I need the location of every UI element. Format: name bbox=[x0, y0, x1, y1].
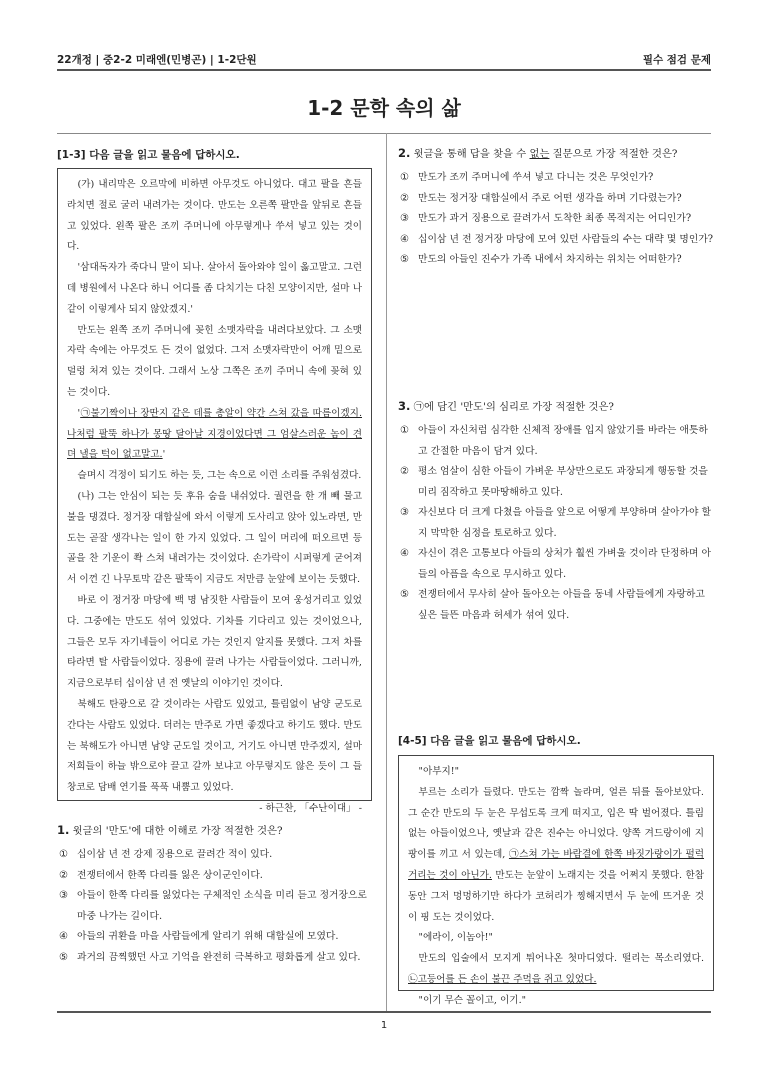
choice-item[interactable] bbox=[57, 948, 375, 969]
title-rule bbox=[57, 133, 711, 134]
passage-paragraph: "에라이, 이놈아!" bbox=[418, 932, 493, 944]
choice-number: ⑤ bbox=[400, 589, 409, 600]
choice-text: 만도가 조끼 주머니에 쑤셔 넣고 다니는 것은 무엇인가? bbox=[418, 172, 654, 183]
passage-paragraph: "아부지!" bbox=[418, 766, 460, 777]
choice-number: ③ bbox=[400, 213, 409, 224]
choice-text: 만도의 아들인 진수가 가족 내에서 차지하는 위치는 어떠한가? bbox=[418, 254, 682, 265]
header-label: 필수 점검 문제 bbox=[642, 54, 711, 66]
choice-item[interactable] bbox=[398, 209, 714, 230]
passage-paragraph: "이기 무슨 꼴이고, 이기." bbox=[418, 994, 527, 1006]
passage-paragraph: '삼대독자가 죽다니 말이 되나. 살아서 돌아와야 일이 옳고말고. 그런데 병원에서 나온다 하니 어디를 좀 다치기는 다친 모양이지만, 설마 나같이 이렇게사 되지 않았겠지.' bbox=[67, 262, 362, 315]
choice-number: ① bbox=[400, 172, 409, 183]
choice-text: 십이삼 년 전 강제 징용으로 끌려간 적이 있다. bbox=[77, 849, 273, 860]
underlined-sentence: 스쳐 가는 바람결에 한쪽 바짓가랑이가 펄럭거리는 것이 아닌가. bbox=[408, 849, 705, 881]
choice-item[interactable] bbox=[398, 168, 714, 189]
question-stem-emphasis: 없는 bbox=[529, 148, 550, 160]
choice-number: ⑤ bbox=[400, 254, 409, 265]
passage-paragraph: (나) 그는 안심이 되는 듯 후유 숨을 내쉬었다. 궐련을 한 개 빼 물고 불을 댕겼다. 정거장 대합실에 와서 이렇게 도사리고 앉아 있노라면, 만도는 곧잘 생각나는 일이 한 가지 있었다. 그 일이 머리에 떠오르면 등골을 찬 기운이 쫙 스쳐 내려가는 것이었다. 손가락이 시퍼렇게 굳어져서 이껀 긴 나무토막 같은 팔뚝이 지금도 저만큼 눈앞에 보이는 듯했다. bbox=[67, 490, 362, 586]
underlined-symbol: ㉡ bbox=[408, 973, 418, 985]
choice-text: 전쟁터에서 한쪽 다리를 잃은 상이군인이다. bbox=[77, 869, 263, 881]
choice-text: 자신보다 더 크게 다쳤을 아들을 앞으로 어떻게 부양하며 살아가야 할지 막막한 심정을 토로하고 있다. bbox=[418, 507, 712, 539]
choice-text: 아들의 귀환을 마을 사람들에게 알리기 위해 대합실에 모였다. bbox=[77, 931, 339, 942]
choice-text: 십이삼 년 전 정거장 마당에 모여 있던 사람들의 수는 대략 몇 명인가? bbox=[418, 233, 714, 245]
choice-item[interactable] bbox=[398, 503, 714, 544]
question-number: 2. bbox=[398, 146, 411, 160]
choice-number: ④ bbox=[400, 548, 409, 559]
choice-number: ④ bbox=[400, 233, 409, 245]
question-stem bbox=[398, 143, 714, 164]
choice-text: 만도는 정거장 대합실에서 주로 어떤 생각을 하며 기다렸는가? bbox=[418, 192, 682, 204]
choice-number: ② bbox=[400, 466, 409, 477]
passage-text: 만도의 입술에서 모지게 튀어나온 첫마디였다. 떨리는 목소리였다. bbox=[418, 953, 704, 965]
choice-item[interactable] bbox=[398, 189, 714, 210]
choice-item[interactable] bbox=[398, 421, 714, 462]
passage-paragraph: 바로 이 정거장 마당에 백 명 남짓한 사람들이 모여 웅성거리고 있었다. 그중에는 만도도 섞여 있었다. 기차를 기다리고 있는 것이었으나, 그들은 모두 자기네들이 어디로 가는 것인지 알지를 못했다. 그저 차를 타라면 탈 사람들이었다. 징용에 끌려 나가는 사람들이었다. 그러니까, 지금으로부터 십이삼 년 전 옛날의 이야기인 것이다. bbox=[67, 594, 362, 690]
choice-number: ⑤ bbox=[59, 951, 68, 963]
choice-text: 아들이 자신처럼 심각한 신체적 장애를 입지 않았기를 바라는 애틋하고 간절한 마음이 담겨 있다. bbox=[418, 425, 708, 457]
question-2 bbox=[398, 143, 714, 271]
section2-heading: [4-5] 다음 글을 읽고 물음에 답하시오. bbox=[398, 735, 581, 747]
choice-item[interactable] bbox=[398, 230, 714, 251]
choice-number: ④ bbox=[59, 931, 68, 942]
page-number: 1 bbox=[380, 1020, 388, 1031]
choice-number: ③ bbox=[400, 507, 409, 518]
question-number: 3. bbox=[398, 399, 411, 413]
passage-paragraph: 슬며시 걱정이 되기도 하는 듯, 그는 속으로 이런 소리를 주워섬겼다. bbox=[77, 470, 362, 482]
choice-text: 과거의 끔찍했던 사고 기억을 완전히 극복하고 평화롭게 살고 있다. bbox=[77, 951, 361, 963]
question-stem-text: 윗글의 '만도'에 대한 이해로 가장 적절한 것은? bbox=[72, 825, 283, 837]
header-rule bbox=[57, 69, 711, 71]
question-stem bbox=[398, 396, 714, 417]
choice-text: 전쟁터에서 무사히 살아 돌아오는 아들을 동네 사람들에게 자랑하고 싶은 들뜬 마음과 허세가 섞여 있다. bbox=[418, 589, 705, 621]
underlined-symbol: ㉠ bbox=[80, 407, 91, 419]
choice-item[interactable] bbox=[57, 866, 375, 887]
choice-item[interactable] bbox=[57, 845, 375, 866]
passage-text: 부르는 소리가 들렸다. 만도는 깜짝 놀라며, 얼른 뒤를 돌아보았다. 그 순간 만도의 두 눈은 무섭도록 크게 떠지고, 입은 딱 벌어졌다. 틀림없는 아들이었으나, 옛날과 같은 진수는 아니었다. 양쪽 겨드랑이에 지팡이를 끼고 서 있는데, bbox=[408, 786, 704, 861]
question-3 bbox=[398, 396, 714, 626]
choice-list bbox=[57, 845, 375, 968]
page-title: 1-2 문학 속의 삶 bbox=[307, 96, 461, 120]
choice-item[interactable] bbox=[398, 462, 714, 503]
footer-rule bbox=[57, 1011, 711, 1013]
choice-text: 아들이 한쪽 다리를 잃었다는 구체적인 소식을 미리 듣고 정거장으로 마중 나가는 길이다. bbox=[77, 890, 367, 922]
question-stem-text: 윗글을 통해 답을 찾을 수 bbox=[413, 148, 530, 160]
choice-list bbox=[398, 421, 714, 626]
question-stem bbox=[57, 820, 375, 841]
choice-text: 자신이 겪은 고통보다 아들의 상처가 훨씬 가벼울 것이라 단정하며 아들의 아픔을 속으로 무시하고 있다. bbox=[418, 548, 712, 580]
passage-paragraph-underlined: '㉠불기짝이나 장딴지 같은 데를 총알이 약간 스쳐 갔을 따름이겠지. 나처럼 팔뚝 하나가 몽땅 달아날 지경이었다면 그 엄살스러운 놈이 견뎌 낼을 턱이 없고말고.' bbox=[67, 407, 362, 461]
question-stem-text: ㉠에 담긴 '만도'의 심리로 가장 적절한 것은? bbox=[413, 401, 614, 413]
passage-source: - 하근찬, 「수난이대」 - bbox=[259, 802, 362, 814]
passage-paragraph: 북해도 탄광으로 갈 것이라는 사람도 있었고, 틀림없이 남양 군도로 간다는 사람도 있었다. 더러는 만주로 가면 좋겠다고 하기도 했다. 만도는 북해도가 아니면 남양 군도일 것이고, 거기도 아니면 만주겠지, 설마 저희들이 하늘 밖으로야 끌고 갈까 보냐고 아무렇지도 않은 듯이 그 들창코로 담배 연기를 푹푹 내뿜고 있었다. bbox=[67, 698, 362, 794]
choice-text: 만도가 과거 징용으로 끌려가서 도착한 최종 목적지는 어디인가? bbox=[418, 213, 692, 224]
choice-item[interactable] bbox=[398, 250, 714, 271]
choice-item[interactable] bbox=[57, 886, 375, 927]
passage-paragraph bbox=[408, 783, 704, 929]
question-stem-text: 질문으로 가장 적절한 것은? bbox=[549, 148, 678, 160]
choice-text: 평소 엄살이 심한 아들이 가벼운 부상만으로도 과장되게 행동할 것을 미리 짐작하고 못마땅해하고 있다. bbox=[418, 466, 708, 498]
choice-item[interactable] bbox=[398, 544, 714, 585]
passage-text: 만도는 눈앞이 노래지는 것을 어쩌지 못했다. 한참 동안 그저 멍멍하기만 하다가 코허리가 찡해지면서 두 눈에 뜨거운 것이 핑 도는 것이었다. bbox=[408, 869, 704, 923]
underlined-symbol: ㉠ bbox=[508, 849, 520, 861]
choice-number: ③ bbox=[59, 890, 68, 901]
choice-list bbox=[398, 168, 714, 271]
choice-item[interactable] bbox=[398, 585, 714, 626]
page-header bbox=[57, 52, 711, 70]
choice-number: ② bbox=[59, 869, 68, 881]
question-number: 1. bbox=[57, 823, 70, 837]
header-course-info: 22개정 | 중2-2 미래엔(민병곤) | 1-2단원 bbox=[57, 54, 257, 66]
question-1 bbox=[57, 820, 375, 968]
passage-box-1 bbox=[57, 168, 372, 814]
passage-paragraph bbox=[408, 949, 704, 991]
choice-number: ① bbox=[400, 425, 409, 436]
passage-paragraph: (가) 내리막은 오르막에 비하면 아무것도 아니었다. 대고 팔을 흔들라치면 절로 굴러 내려가는 것이다. 만도는 오른쪽 팔만을 앞뒤로 흔들고 있었다. 왼쪽 팔은 조끼 주머니에 아무렇게나 쑤셔 넣고 있는 것이다. bbox=[67, 179, 362, 253]
column-divider bbox=[386, 133, 387, 1011]
underlined-quote: 불기짝이나 장딴지 같은 데를 총알이 약간 스쳐 갔을 따름이겠지. 나처럼 팔뚝 하나가 몽땅 달아날 지경이었다면 그 엄살스러운 놈이 견뎌 낼을 턱이 없고말고. bbox=[67, 407, 362, 461]
choice-item[interactable] bbox=[57, 927, 375, 948]
underlined-sentence: 고등어를 든 손이 불끈 주먹을 쥐고 있었다. bbox=[417, 973, 597, 985]
passage-paragraph: 만도는 왼쪽 조끼 주머니에 꽂힌 소맷자락을 내려다보았다. 그 소맷자락 속에는 아무것도 든 것이 없었다. 그저 소맷자락만이 어깨 밑으로 덜렁 처져 있는 것이다. 그래서 노상 그쪽은 조끼 주머니 속에 꽂혀 있는 것이다. bbox=[67, 324, 362, 398]
choice-number: ② bbox=[400, 192, 409, 204]
choice-number: ① bbox=[59, 849, 68, 860]
section1-heading: [1-3] 다음 글을 읽고 물음에 답하시오. bbox=[57, 149, 240, 161]
passage-box-2 bbox=[398, 755, 714, 1006]
